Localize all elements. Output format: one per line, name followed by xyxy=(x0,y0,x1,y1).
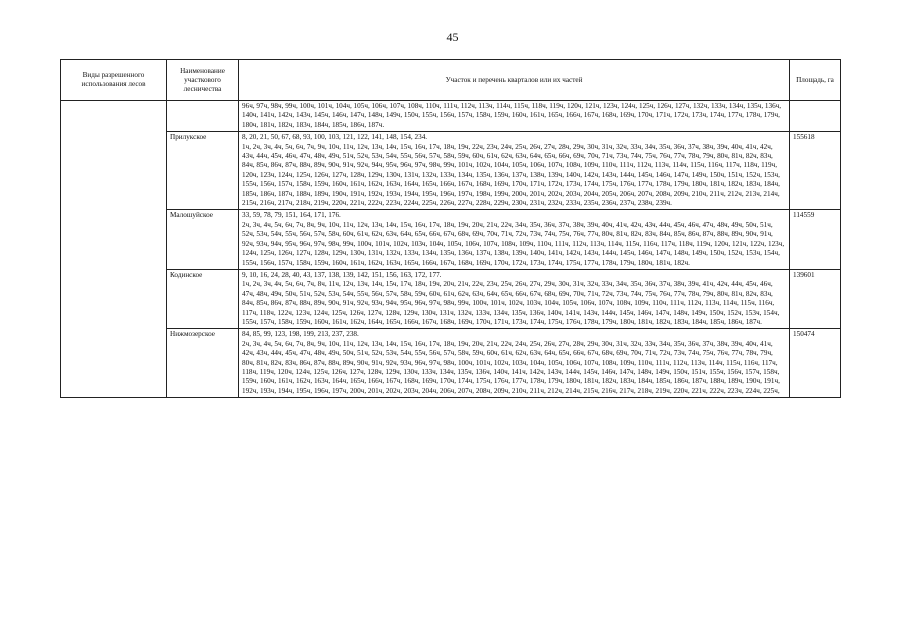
area-value: 150474 xyxy=(790,329,841,398)
partial-quarters: 1ч, 2ч, 3ч, 4ч, 5ч, 6ч, 7ч, 8ч, 11ч, 12ч, 13ч, 14ч, 15ч, 17ч, 18ч, 19ч, 20ч, 21ч, 22ч, 23ч, 25ч, 26ч, 27ч, 29ч, 30ч, 31ч, 32ч, 33ч, 34ч, 35ч, 36ч, 37ч, 38ч, 39ч, 41ч, 42ч, 44ч, 45ч, 46ч, 47ч, 48ч, 49ч, 50ч, 51ч, 52ч, 53ч, 54ч, 55ч, 56ч, 57ч, 58ч, 59ч, 60ч, 61ч, 62ч, 63ч, 64ч, 65ч, 66ч, 67ч, 68ч, 69ч, 70ч, 71ч, 72ч, 73ч, 74ч, 75ч, 76ч, 77ч, 78ч, 79ч, 80ч, 81ч, 82ч, 83ч, 84ч, 85ч, 86ч, 87ч, 88ч, 89ч, 90ч, 91ч, 92ч, 93ч, 94ч, 95ч, 96ч, 97ч, 98ч, 99ч, 100ч, 101ч, 102ч, 103ч, 104ч, 105ч, 106ч, 107ч, 108ч, 109ч, 110ч, 111ч, 112ч, 113ч, 114ч, 115ч, 116ч, 117ч, 118ч, 122ч, 123ч, 124ч, 125ч, 126ч, 127ч, 128ч, 129ч, 130ч, 131ч, 132ч, 133ч, 134ч, 135ч, 136ч, 140ч, 141ч, 143ч, 144ч, 145ч, 146ч, 147ч, 148ч, 149ч, 150ч, 152ч, 153ч, 154ч, 155ч, 157ч, 158ч, 159ч, 160ч, 161ч, 162ч, 164ч, 165ч, 166ч, 167ч, 168ч, 169ч, 170ч, 171ч, 173ч, 174ч, 175ч, 176ч, 178ч, 179ч, 180ч, 181ч, 182ч, 183ч, 184ч, 185ч, 186ч, 187ч. xyxy=(242,280,780,326)
full-quarters: 33, 59, 78, 79, 151, 164, 171, 176. xyxy=(242,211,341,220)
forestry-name: Малошуйское xyxy=(167,210,239,269)
area-value: 155618 xyxy=(790,132,841,210)
header-use-type: Виды разрешенного использования лесов xyxy=(61,60,167,101)
partial-quarters: 1ч, 2ч, 3ч, 4ч, 5ч, 6ч, 7ч, 9ч, 10ч, 11ч, 12ч, 13ч, 14ч, 15ч, 16ч, 17ч, 18ч, 19ч, 22ч, 23ч, 24ч, 25ч, 26ч, 27ч, 28ч, 29ч, 30ч, 31ч, 32ч, 33ч, 34ч, 35ч, 36ч, 37ч, 38ч, 39ч, 40ч, 41ч, 42ч, 43ч, 44ч, 45ч, 46ч, 47ч, 48ч, 49ч, 51ч, 52ч, 53ч, 54ч, 55ч, 56ч, 57ч, 58ч, 59ч, 60ч, 61ч, 62ч, 63ч, 64ч, 65ч, 66ч, 69ч, 70ч, 71ч, 73ч, 74ч, 75ч, 76ч, 77ч, 78ч, 79ч, 80ч, 81ч, 82ч, 83ч, 84ч, 85ч, 86ч, 87ч, 88ч, 89ч, 90ч, 91ч, 92ч, 94ч, 95ч, 96ч, 97ч, 98ч, 99ч, 101ч, 102ч, 104ч, 105ч, 106ч, 107ч, 108ч, 109ч, 110ч, 111ч, 112ч, 113ч, 114ч, 115ч, 116ч, 117ч, 118ч, 119ч, 120ч, 123ч, 124ч, 125ч, 126ч, 127ч, 128ч, 129ч, 130ч, 131ч, 132ч, 133ч, 134ч, 135ч, 136ч, 137ч, 138ч, 139ч, 140ч, 142ч, 143ч, 144ч, 145ч, 146ч, 147ч, 149ч, 150ч, 151ч, 152ч, 153ч, 155ч, 156ч, 157ч, 158ч, 159ч, 160ч, 161ч, 162ч, 163ч, 164ч, 165ч, 166ч, 167ч, 168ч, 169ч, 170ч, 171ч, 172ч, 173ч, 174ч, 175ч, 176ч, 177ч, 178ч, 179ч, 180ч, 181ч, 182ч, 183ч, 184ч, 185ч, 186ч, 187ч, 188ч, 189ч, 190ч, 191ч, 192ч, 193ч, 194ч, 195ч, 196ч, 197ч, 198ч, 199ч, 200ч, 201ч, 202ч, 203ч, 204ч, 205ч, 206ч, 207ч, 208ч, 209ч, 210ч, 211ч, 212ч, 213ч, 214ч, 215ч, 216ч, 217ч, 218ч, 219ч, 220ч, 221ч, 222ч, 223ч, 224ч, 225ч, 226ч, 227ч, 228ч, 229ч, 230ч, 231ч, 232ч, 233ч, 235ч, 236ч, 237ч, 238ч, 239ч. xyxy=(242,142,780,208)
page-number: 45 xyxy=(446,30,459,44)
partial-quarters: 2ч, 3ч, 4ч, 5ч, 6ч, 7ч, 8ч, 9ч, 10ч, 11ч, 12ч, 13ч, 14ч, 15ч, 16ч, 17ч, 18ч, 19ч, 20ч, 21ч, 22ч, 34ч, 35ч, 36ч, 37ч, 38ч, 39ч, 40ч, 41ч, 42ч, 43ч, 44ч, 45ч, 46ч, 47ч, 48ч, 49ч, 50ч, 51ч, 52ч, 53ч, 54ч, 55ч, 56ч, 57ч, 58ч, 60ч, 61ч, 62ч, 63ч, 64ч, 65ч, 66ч, 67ч, 68ч, 69ч, 70ч, 71ч, 72ч, 73ч, 74ч, 75ч, 76ч, 77ч, 80ч, 81ч, 82ч, 83ч, 84ч, 85ч, 86ч, 87ч, 88ч, 89ч, 90ч, 91ч, 92ч, 93ч, 94ч, 95ч, 96ч, 97ч, 98ч, 99ч, 100ч, 101ч, 102ч, 103ч, 104ч, 105ч, 106ч, 107ч, 108ч, 109ч, 110ч, 111ч, 112ч, 113ч, 114ч, 115ч, 116ч, 117ч, 118ч, 119ч, 120ч, 121ч, 122ч, 123ч, 124ч, 125ч, 126ч, 127ч, 128ч, 129ч, 130ч, 131ч, 132ч, 133ч, 134ч, 135ч, 136ч, 137ч, 138ч, 139ч, 140ч, 141ч, 142ч, 143ч, 144ч, 145ч, 146ч, 147ч, 148ч, 149ч, 150ч, 152ч, 153ч, 154ч, 155ч, 156ч, 157ч, 158ч, 159ч, 160ч, 161ч, 162ч, 163ч, 165ч, 166ч, 167ч, 168ч, 169ч, 170ч, 172ч, 173ч, 174ч, 175ч, 177ч, 178ч, 179ч, 180ч, 181ч, 182ч. xyxy=(242,220,785,267)
table-row xyxy=(61,210,841,269)
header-quarters: Участок и перечень кварталов или их частей xyxy=(239,60,790,101)
quarters-cell xyxy=(239,329,790,398)
table-row xyxy=(61,329,841,398)
area-value: 114559 xyxy=(790,210,841,269)
table-row xyxy=(61,269,841,328)
quarters-cell xyxy=(239,132,790,210)
header-area: Площадь, га xyxy=(790,60,841,101)
table-header-row xyxy=(61,60,841,101)
forestry-name: Кодинское xyxy=(167,269,239,328)
full-quarters: 8, 20, 21, 50, 67, 68, 93, 100, 103, 121, 122, 141, 148, 154, 234. xyxy=(242,133,428,142)
forestry-name: Прилукское xyxy=(167,132,239,210)
quarters-continuation: 96ч, 97ч, 98ч, 99ч, 100ч, 101ч, 104ч, 105ч, 106ч, 107ч, 108ч, 110ч, 111ч, 112ч, 113ч, 114ч, 115ч, 118ч, 119ч, 120ч, 121ч, 123ч, 124ч, 125ч, 126ч, 127ч, 132ч, 133ч, 134ч, 135ч, 136ч, 140ч, 141ч, 142ч, 143ч, 145ч, 146ч, 147ч, 148ч, 149ч, 150ч, 155ч, 156ч, 157ч, 158ч, 159ч, 160ч, 161ч, 165ч, 166ч, 167ч, 168ч, 169ч, 170ч, 171ч, 172ч, 173ч, 174ч, 177ч, 178ч, 179ч, 180ч, 181ч, 182ч, 183ч, 184ч, 185ч, 186ч, 187ч. xyxy=(239,101,790,132)
quarters-cell xyxy=(239,269,790,328)
partial-quarters: 2ч, 3ч, 4ч, 5ч, 6ч, 7ч, 8ч, 9ч, 10ч, 11ч, 12ч, 13ч, 14ч, 15ч, 16ч, 17ч, 18ч, 19ч, 20ч, 21ч, 22ч, 24ч, 25ч, 26ч, 27ч, 28ч, 29ч, 30ч, 31ч, 32ч, 33ч, 34ч, 35ч, 36ч, 37ч, 38ч, 39ч, 40ч, 41ч, 42ч, 43ч, 44ч, 45ч, 47ч, 48ч, 49ч, 50ч, 51ч, 52ч, 53ч, 54ч, 55ч, 56ч, 57ч, 58ч, 59ч, 60ч, 61ч, 62ч, 63ч, 64ч, 65ч, 66ч, 67ч, 68ч, 69ч, 70ч, 71ч, 72ч, 73ч, 74ч, 75ч, 76ч, 77ч, 78ч, 79ч, 80ч, 81ч, 82ч, 83ч, 86ч, 87ч, 88ч, 89ч, 90ч, 91ч, 92ч, 93ч, 96ч, 97ч, 98ч, 100ч, 101ч, 102ч, 103ч, 104ч, 105ч, 106ч, 107ч, 108ч, 109ч, 110ч, 111ч, 112ч, 113ч, 114ч, 115ч, 116ч, 117ч, 118ч, 119ч, 120ч, 124ч, 125ч, 126ч, 127ч, 128ч, 129ч, 130ч, 133ч, 134ч, 135ч, 136ч, 140ч, 141ч, 142ч, 143ч, 144ч, 145ч, 146ч, 147ч, 148ч, 149ч, 150ч, 151ч, 155ч, 156ч, 157ч, 158ч, 159ч, 160ч, 161ч, 162ч, 163ч, 164ч, 165ч, 166ч, 167ч, 168ч, 169ч, 170ч, 174ч, 175ч, 176ч, 177ч, 178ч, 179ч, 180ч, 181ч, 182ч, 183ч, 184ч, 185ч, 186ч, 187ч, 188ч, 189ч, 190ч, 191ч, 192ч, 193ч, 194ч, 195ч, 196ч, 197ч, 200ч, 201ч, 202ч, 203ч, 204ч, 206ч, 207ч, 208ч, 209ч, 210ч, 211ч, 212ч, 214ч, 215ч, 216ч, 217ч, 218ч, 219ч, 220ч, 221ч, 222ч, 223ч, 224ч, 225ч, xyxy=(242,339,780,395)
table-row xyxy=(61,132,841,210)
header-forestry-name: Наименование участкового лесничества xyxy=(167,60,239,101)
area-cell xyxy=(790,101,841,132)
use-type-cell xyxy=(61,101,167,398)
area-value: 139601 xyxy=(790,269,841,328)
forestry-name-cell xyxy=(167,101,239,132)
full-quarters: 84, 85, 99, 123, 198, 199, 213, 237, 238. xyxy=(242,330,359,339)
forest-use-table xyxy=(60,59,841,398)
full-quarters: 9, 10, 16, 24, 28, 40, 43, 137, 138, 139, 142, 151, 156, 163, 172, 177. xyxy=(242,270,442,279)
table-row-continuation xyxy=(61,101,841,132)
forestry-name: Нижмозерское xyxy=(167,329,239,398)
quarters-cell xyxy=(239,210,790,269)
